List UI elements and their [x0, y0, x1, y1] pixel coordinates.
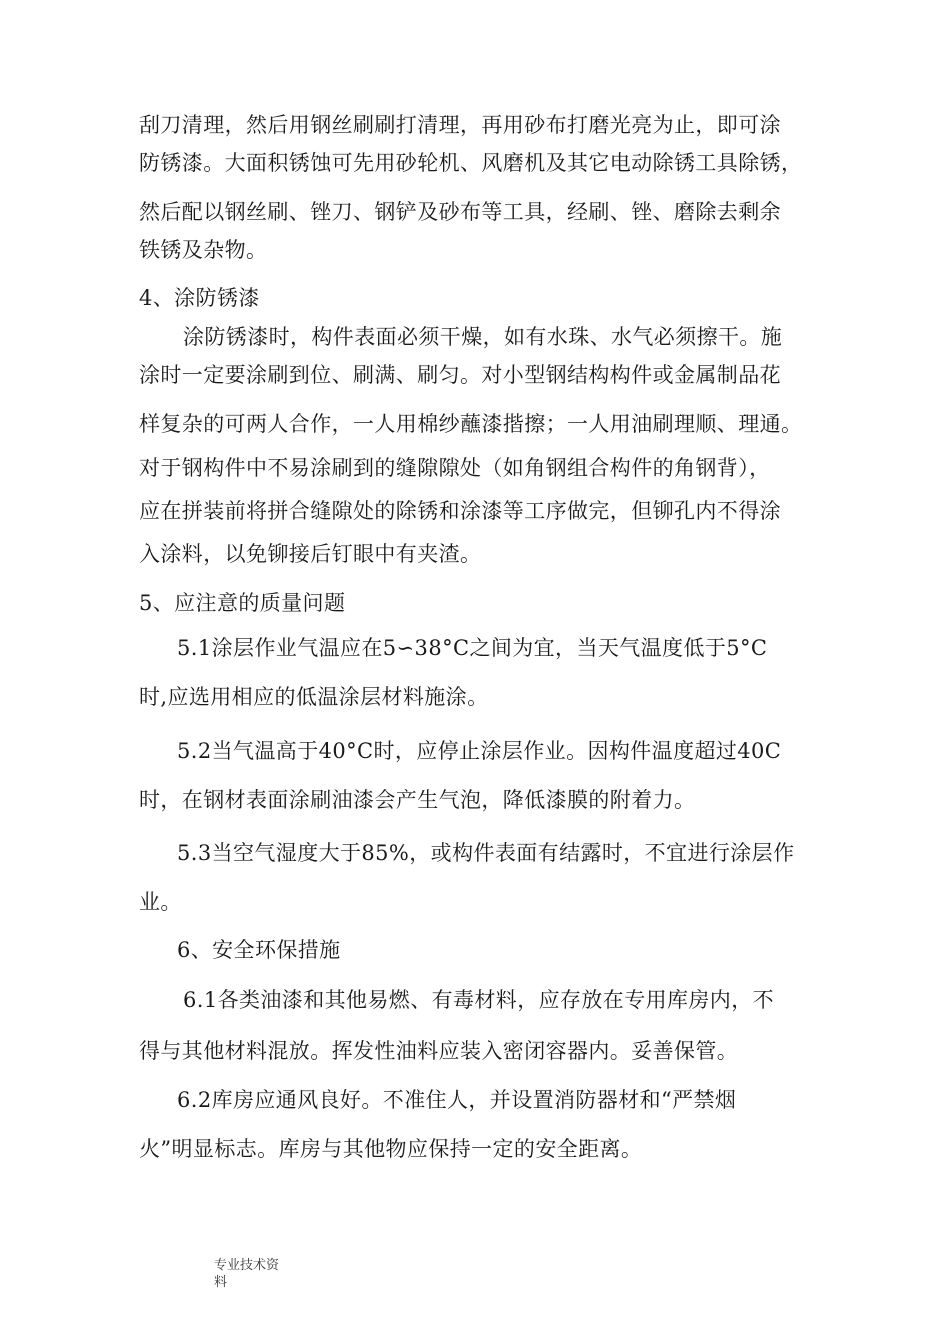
list-item-line: 5.3当空气湿度大于85%，或构件表面有结露时，不宜进行涂层作: [177, 841, 795, 865]
paragraph-line: 铁锈及杂物。: [139, 238, 268, 262]
list-item-line: 5.1涂层作业气温应在5∽38°C之间为宜，当天气温度低于5°C: [177, 636, 768, 660]
paragraph-line: 样复杂的可两人合作，一人用棉纱蘸漆揩擦；一人用油刷理顺、理通。: [139, 412, 803, 436]
paragraph-line: 刮刀清理，然后用钢丝刷刷打清理，再用砂布打磨光亮为止，即可涂: [139, 113, 781, 137]
list-item-line: 火”明显标志。库房与其他物应保持一定的安全距离。: [139, 1137, 643, 1161]
paragraph-line: 涂时一定要涂刷到位、刷满、刷匀。对小型钢结构构件或金属制品花: [139, 363, 781, 387]
paragraph-line: 涂防锈漆时，构件表面必须干燥，如有水珠、水气必须擦干。施: [183, 325, 783, 349]
paragraph-line: 然后配以钢丝刷、锉刀、钢铲及砂布等工具，经刷、锉、磨除去剩余: [139, 200, 781, 224]
section-heading: 6、安全环保措施: [177, 938, 341, 962]
list-item-line: 业。: [139, 890, 182, 914]
section-heading: 5、应注意的质量问题: [139, 591, 346, 615]
list-item-line: 6.2库房应通风良好。不准住人，并设置消防器材和“严禁烟: [177, 1088, 737, 1112]
list-item-line: 5.2当气温高于40°C时，应停止涂层作业。因构件温度超过40C: [177, 739, 782, 763]
paragraph-line: 应在拼装前将拼合缝隙处的除锈和涂漆等工序做完，但铆孔内不得涂: [139, 499, 781, 523]
section-heading: 4、涂防锈漆: [139, 286, 260, 310]
list-item-line: 得与其他材料混放。挥发性油料应装入密闭容器内。妥善保管。: [139, 1039, 739, 1063]
paragraph-line: 对于钢构件中不易涂刷到的缝隙隙处（如角钢组合构件的角钢背），: [139, 456, 771, 480]
list-item-line: 时,应选用相应的低温涂层材料施涂。: [139, 685, 489, 709]
list-item-line: 6.1各类油漆和其他易燃、有毒材料，应存放在专用库房内，不: [183, 988, 774, 1012]
footer-label: 专业技术资: [214, 1258, 280, 1273]
paragraph-line: 入涂料，以免铆接后钉眼中有夹渣。: [139, 542, 482, 566]
list-item-line: 时，在钢材表面涂刷油漆会产生气泡，降低漆膜的附着力。: [139, 788, 696, 812]
paragraph-line: 防锈漆。大面积锈蚀可先用砂轮机、风磨机及其它电动除锈工具除锈，: [139, 151, 803, 175]
footer-label: 料: [214, 1275, 228, 1290]
